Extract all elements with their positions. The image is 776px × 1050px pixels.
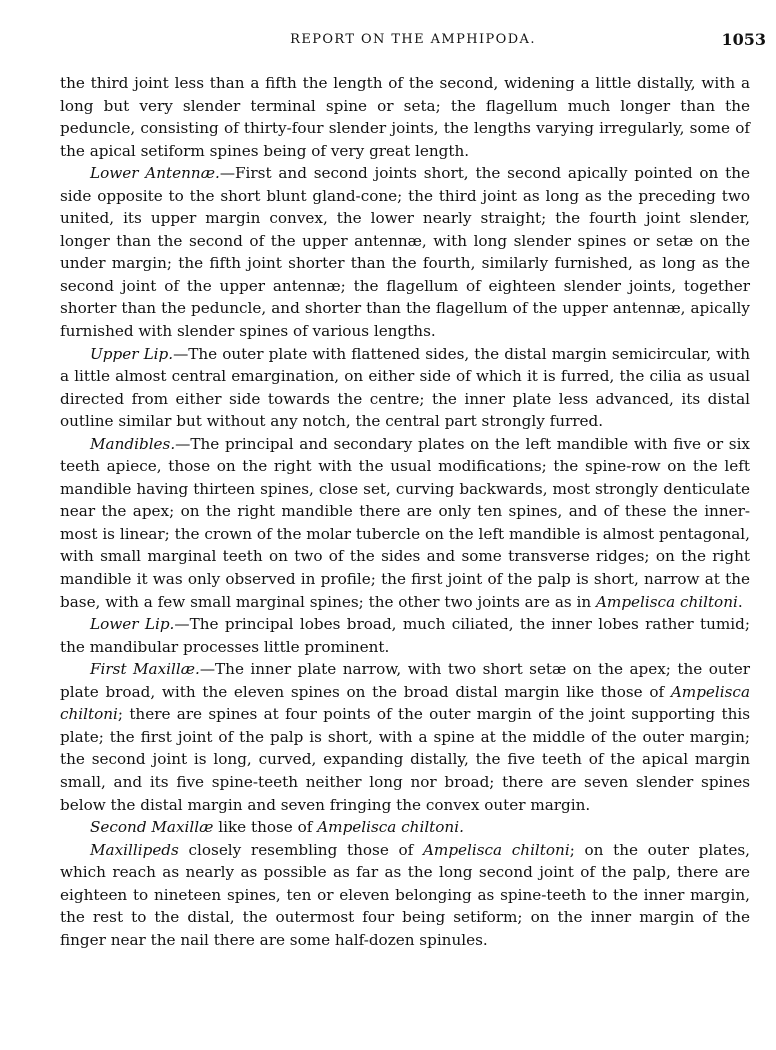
text-run: —First and second joints short, the second apically pointed on the side opposite to the short blunt gland-cone; the third joint as long as the preceding two united, its upper margin convex, the lower nearly straight; the fourth joint slender, longer than the second of the upper antennæ, with long slender spines or setæ on the under margin; the fifth joint shorter than the fourth, similarly furnished, as long as the second joint of the upper antennæ; the flagellum of eighteen slender joints, together shorter than the peduncle, and shorter than the flagellum of the upper antennæ, apically furnished with slender spines of various lengths. xyxy=(60,164,750,341)
section-heading: Upper Lip. xyxy=(90,344,174,363)
text-run: —The principal and secondary plates on the left mandible with five or six teeth apiece, those on the right with the usual modifications; the spine-row on the left mandible having thirteen spines, close set, curving backwards, most strongly denticulate near the apex; on the right mandible there are only ten spines, and of these the inner-most is linear; the crown of the molar tubercle on the left mandible is almost pentagonal, with small marginal teeth on two of the sides and some transverse ridges; on the right mandible it was only observed in profile; the first joint of the palp is short, narrow at the base, with a few small marginal spines; the other two joints are as in xyxy=(60,434,750,611)
body-text xyxy=(60,72,750,951)
continued-paragraph xyxy=(60,72,750,162)
running-head xyxy=(60,30,766,50)
paragraph xyxy=(60,839,750,952)
section-heading: Maxillipeds xyxy=(90,840,179,859)
text-run: the third joint less than a fifth the length of the second, widening a little distally, with a long but very slender terminal spine or seta; the flagellum much longer than the peduncle, consisting of thirty-four slender joints, the lengths varying irregularly, some of the apical setiform spines being of very great length. xyxy=(60,74,750,160)
paragraph xyxy=(60,816,750,839)
text-run: ; there are spines at four points of the outer margin of the joint supporting this plate; the first joint of the palp is short, with a spine at the middle of the outer margin; the second joint is long, curved, expanding distally, the five teeth of the apical margin small, and its five spine-teeth neither long nor broad; there are seven slender spines below the distal margin and seven fringing the convex outer margin. xyxy=(60,705,750,814)
text-run: . xyxy=(737,592,743,611)
paragraph xyxy=(60,433,750,613)
text-run: —The principal lobes broad, much ciliated, the inner lobes rather tumid; the mandibular processes little prominent. xyxy=(60,615,750,656)
paragraph xyxy=(60,343,750,433)
page-number: 1053 xyxy=(721,30,766,49)
section-heading: Lower Antennæ. xyxy=(90,164,220,183)
italic-run: Ampelisca chiltoni xyxy=(60,682,750,724)
paragraph xyxy=(60,613,750,658)
section-heading: Second Maxillæ xyxy=(90,818,214,837)
section-heading: Lower Lip. xyxy=(90,615,175,634)
section-heading: First Maxillæ. xyxy=(90,660,200,679)
running-title: REPORT ON THE AMPHIPODA. xyxy=(290,32,536,47)
italic-run: Ampelisca chiltoni. xyxy=(317,818,464,837)
italic-run: Ampelisca chiltoni xyxy=(422,840,570,859)
section-heading: Mandibles. xyxy=(90,434,176,453)
text-run: like those of xyxy=(213,818,318,837)
paragraph xyxy=(60,658,750,816)
italic-run: Ampelisca chiltoni xyxy=(595,592,738,611)
paragraph xyxy=(60,162,750,342)
text-run: ; on the outer plates, which reach as nearly as possible as far as the long second joint of the palp, there are eighteen to nineteen spines, ten or eleven belonging as spine-teeth to the inner margin, the rest to the distal, the outermost four being setiform; on the inner margin of the finger near the nail there are some half-dozen spinules. xyxy=(60,840,750,949)
text-run: closely resembling those of xyxy=(178,840,423,859)
text-run: —The inner plate narrow, with two short setæ on the apex; the outer plate broad, with the eleven spines on the broad distal margin like those of xyxy=(60,660,750,701)
text-run: —The outer plate with flattened sides, the distal margin semicircular, with a little almost central emargination, on either side of which it is furred, the cilia as usual directed from either side towards the centre; the inner plate less advanced, its distal outline similar but without any notch, the central part strongly furred. xyxy=(60,344,750,431)
